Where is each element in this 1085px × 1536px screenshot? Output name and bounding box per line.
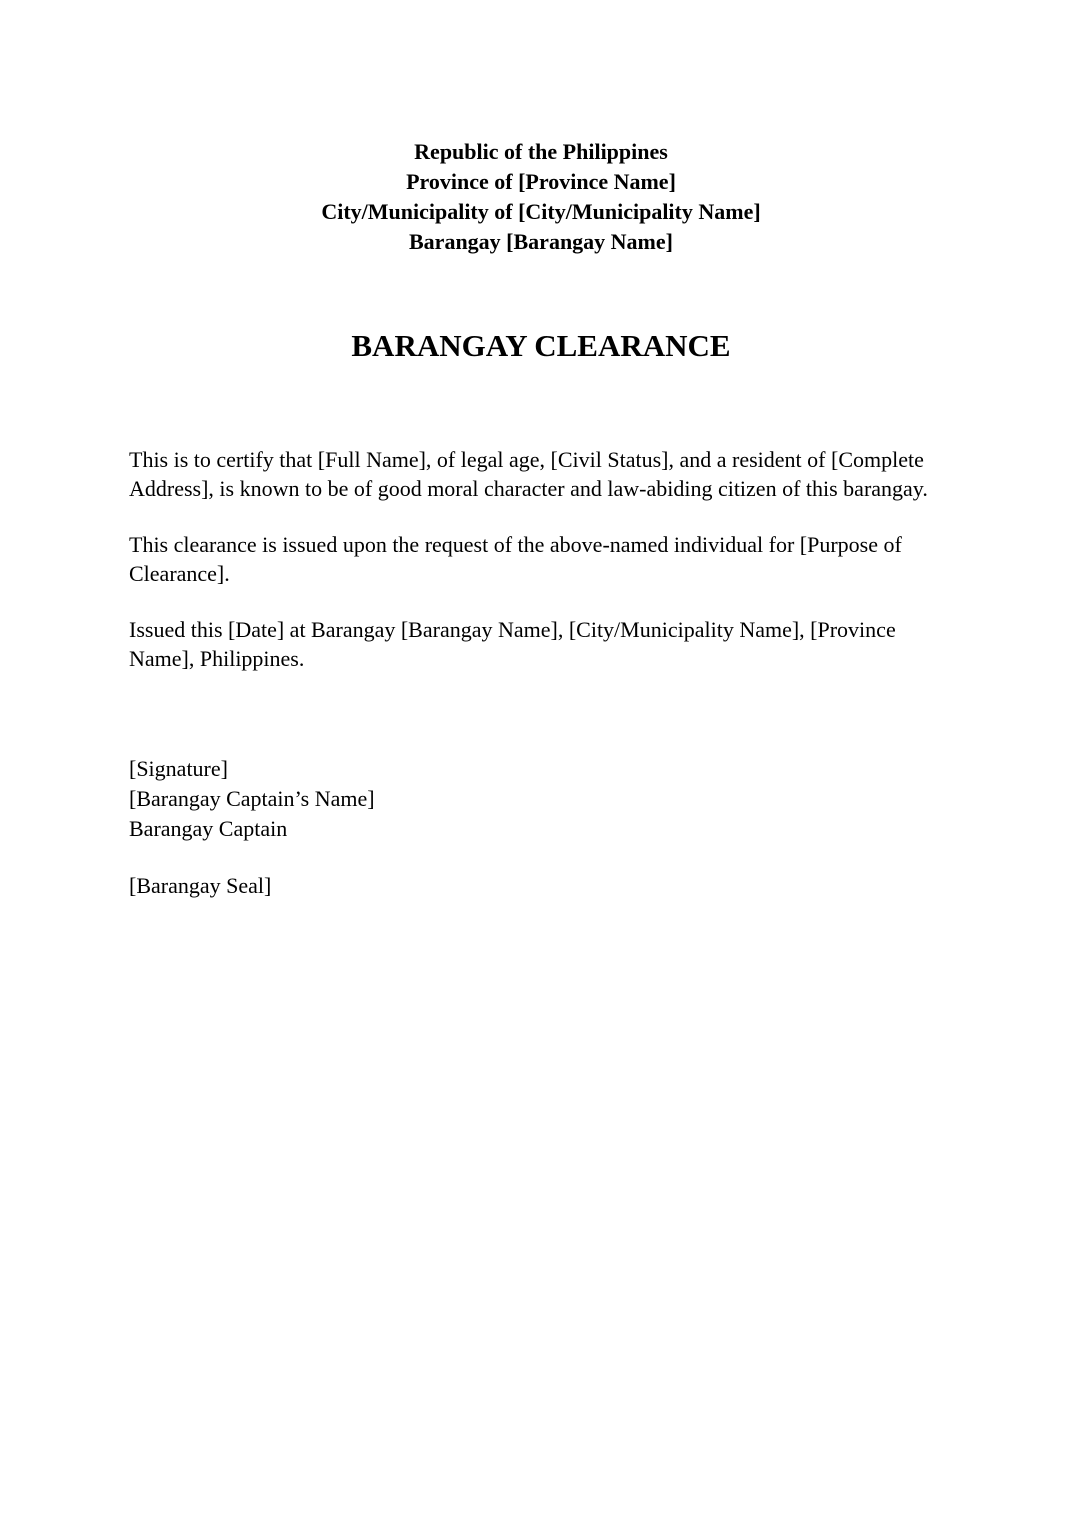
seal-placeholder: [Barangay Seal] xyxy=(129,873,272,898)
captain-title: Barangay Captain xyxy=(129,816,288,841)
document-header xyxy=(129,137,953,257)
header-line-province: Province of [Province Name] xyxy=(406,169,676,194)
document-body xyxy=(129,445,953,673)
issuance-paragraph: Issued this [Date] at Barangay [Barangay Name], [City/Municipality Name], [Province Name], Philippines. xyxy=(129,617,896,671)
header-line-republic: Republic of the Philippines xyxy=(414,139,668,164)
header-line-city-municipality: City/Municipality of [City/Municipality Name] xyxy=(321,199,761,224)
signature-placeholder: [Signature] xyxy=(129,756,228,781)
purpose-paragraph: This clearance is issued upon the request of the above-named individual for [Purpose of Clearance]. xyxy=(129,532,902,586)
signature-block xyxy=(129,754,953,844)
captain-name-placeholder: [Barangay Captain’s Name] xyxy=(129,786,375,811)
header-line-barangay: Barangay [Barangay Name] xyxy=(409,229,673,254)
document-title: BARANGAY CLEARANCE xyxy=(351,328,731,363)
certification-paragraph: This is to certify that [Full Name], of legal age, [Civil Status], and a resident of [Complete Address], is known to be of good moral character and law-abiding citizen of this barangay. xyxy=(129,447,928,501)
